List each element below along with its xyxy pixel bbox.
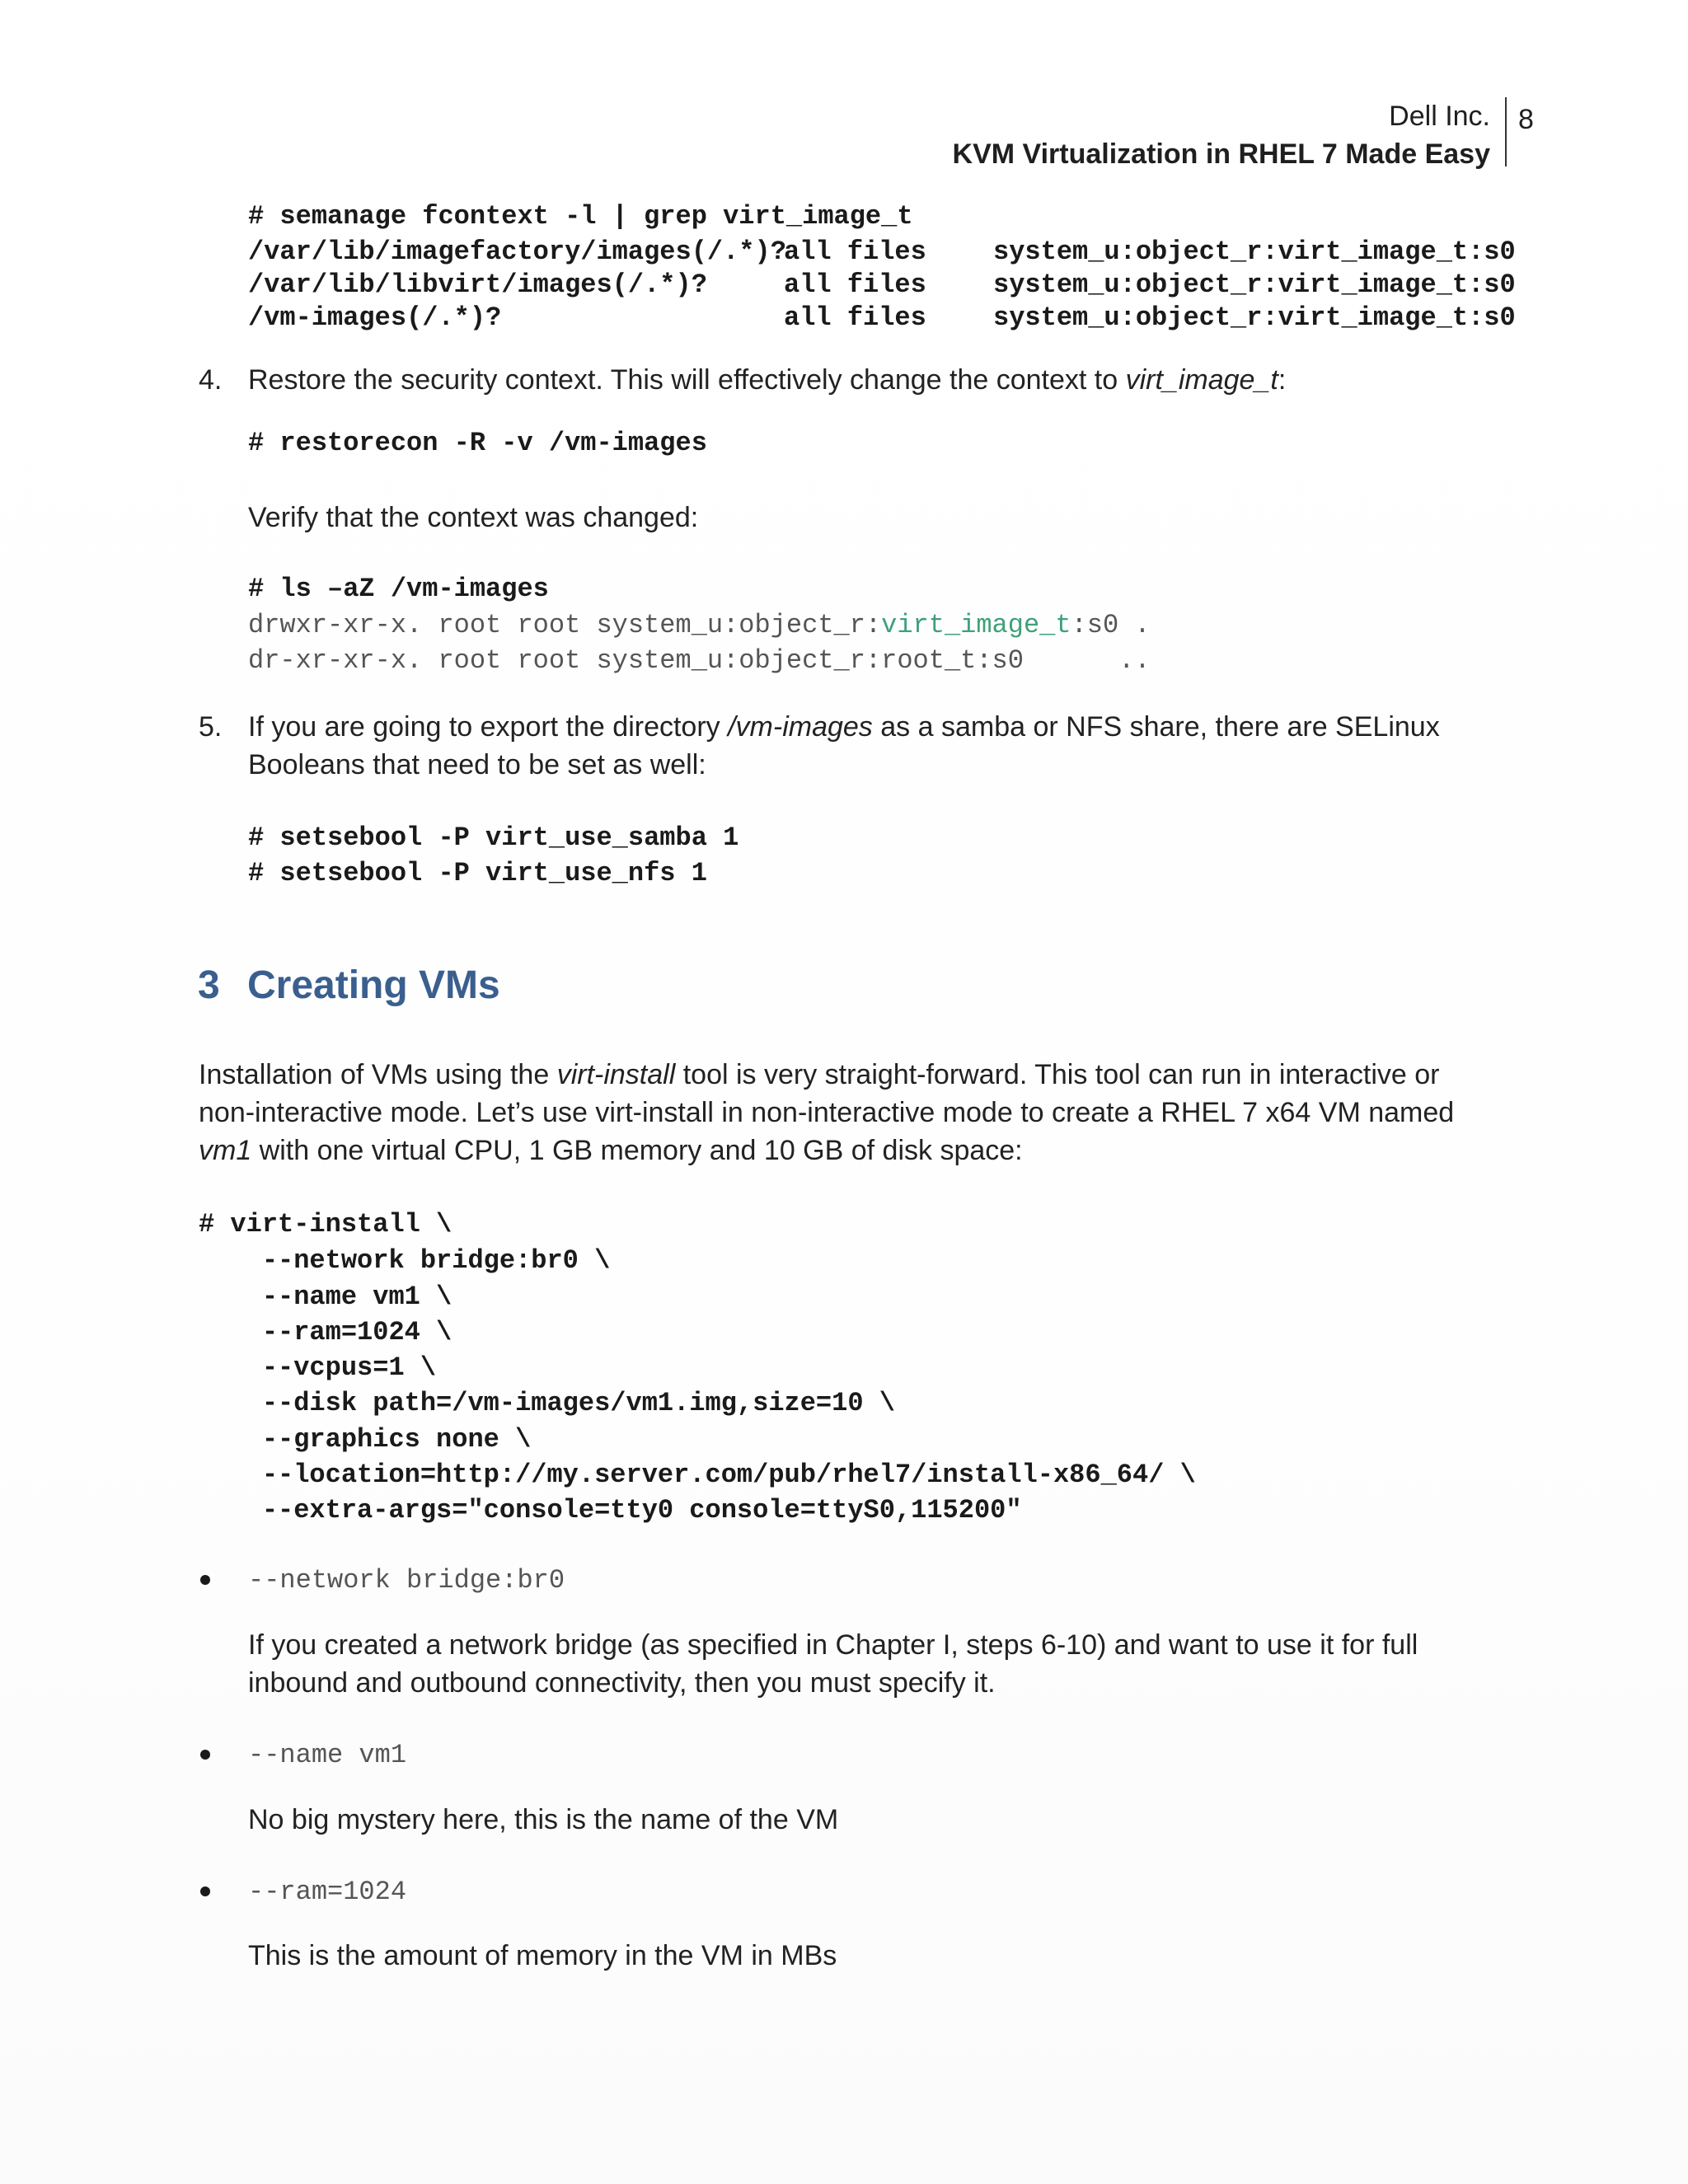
setsebool-nfs-command: # setsebool -P virt_use_nfs 1 [248, 858, 707, 888]
option-network-flag: --network bridge:br0 [248, 1565, 565, 1596]
fcontext-row-2-context: system_u:object_r:virt_image_t:s0 [993, 269, 1516, 300]
fcontext-row-3-type: all files [784, 302, 926, 333]
intro-line-1: Installation of VMs using the virt-install tool is very straight-forward. This tool can run in interactive or [199, 1059, 1440, 1090]
fcontext-row-1-type: all files [784, 237, 926, 267]
bullet-icon [200, 1886, 210, 1896]
option-ram-flag: --ram=1024 [248, 1877, 407, 1907]
bullet-icon [200, 1575, 210, 1585]
virt-install-line-3: --name vm1 \ [199, 1282, 452, 1312]
option-name-desc: No big mystery here, this is the name of the VM [248, 1804, 839, 1835]
fcontext-row-3-context: system_u:object_r:virt_image_t:s0 [993, 302, 1516, 333]
step-5-text-line-2: Booleans that need to be set as well: [248, 749, 706, 780]
option-ram-desc: This is the amount of memory in the VM in MBs [248, 1940, 837, 1971]
semanage-command: # semanage fcontext -l | grep virt_image_t [248, 201, 913, 232]
page-number: 8 [1518, 104, 1534, 135]
fcontext-row-1-context: system_u:object_r:virt_image_t:s0 [993, 237, 1516, 267]
ls-command: # ls –aZ /vm-images [248, 574, 549, 604]
header-company: Dell Inc. [1389, 101, 1490, 132]
option-network-desc-line-2: inbound and outbound connectivity, then you must specify it. [248, 1667, 996, 1699]
section-number: 3 [198, 963, 220, 1007]
intro-line-2: non-interactive mode. Let’s use virt-install in non-interactive mode to create a RHEL 7 x64 VM named [199, 1097, 1455, 1128]
virt-install-line-6: --disk path=/vm-images/vm1.img,size=10 \ [199, 1388, 895, 1418]
fcontext-row-3-path: /vm-images(/.*)? [248, 302, 502, 333]
restorecon-command: # restorecon -R -v /vm-images [248, 428, 707, 458]
fcontext-row-1-path: /var/lib/imagefactory/images(/.*)? [248, 237, 786, 267]
step-5-text-line-1: If you are going to export the directory /vm-images as a samba or NFS share, there are SELinux [248, 711, 1440, 743]
bullet-icon [200, 1750, 210, 1760]
virt-install-line-1: # virt-install \ [199, 1209, 452, 1240]
virt-install-line-8: --location=http://my.server.com/pub/rhel7/install-x86_64/ \ [199, 1460, 1196, 1490]
option-name-flag: --name vm1 [248, 1740, 407, 1770]
virt-install-line-4: --ram=1024 \ [199, 1317, 452, 1347]
virt-install-line-9: --extra-args="console=tty0 console=ttyS0,115200" [199, 1495, 1022, 1526]
virt-install-line-7: --graphics none \ [199, 1424, 532, 1455]
setsebool-samba-command: # setsebool -P virt_use_samba 1 [248, 823, 739, 853]
verify-text: Verify that the context was changed: [248, 502, 699, 533]
virt-install-line-5: --vcpus=1 \ [199, 1352, 437, 1383]
section-heading [198, 959, 500, 1012]
step-4-number: 4. [199, 364, 223, 396]
section-title: Creating VMs [247, 963, 500, 1007]
option-network-desc-line-1: If you created a network bridge (as specified in Chapter I, steps 6-10) and want to use it for full [248, 1629, 1418, 1661]
step-5-number: 5. [199, 711, 223, 743]
page-header [953, 97, 1490, 173]
ls-output-line-1: drwxr-xr-x. root root system_u:object_r:virt_image_t:s0 . [248, 610, 1151, 640]
header-divider [1505, 97, 1507, 166]
intro-line-3: vm1 with one virtual CPU, 1 GB memory and 10 GB of disk space: [199, 1135, 1023, 1166]
fcontext-row-2-path: /var/lib/libvirt/images(/.*)? [248, 269, 707, 300]
step-4-text: Restore the security context. This will effectively change the context to virt_image_t: [248, 364, 1287, 396]
header-document-title: KVM Virtualization in RHEL 7 Made Easy [952, 138, 1490, 170]
virt-install-line-2: --network bridge:br0 \ [199, 1245, 611, 1276]
ls-output-line-2: dr-xr-xr-x. root root system_u:object_r:root_t:s0 .. [248, 645, 1151, 676]
fcontext-row-2-type: all files [784, 269, 926, 300]
